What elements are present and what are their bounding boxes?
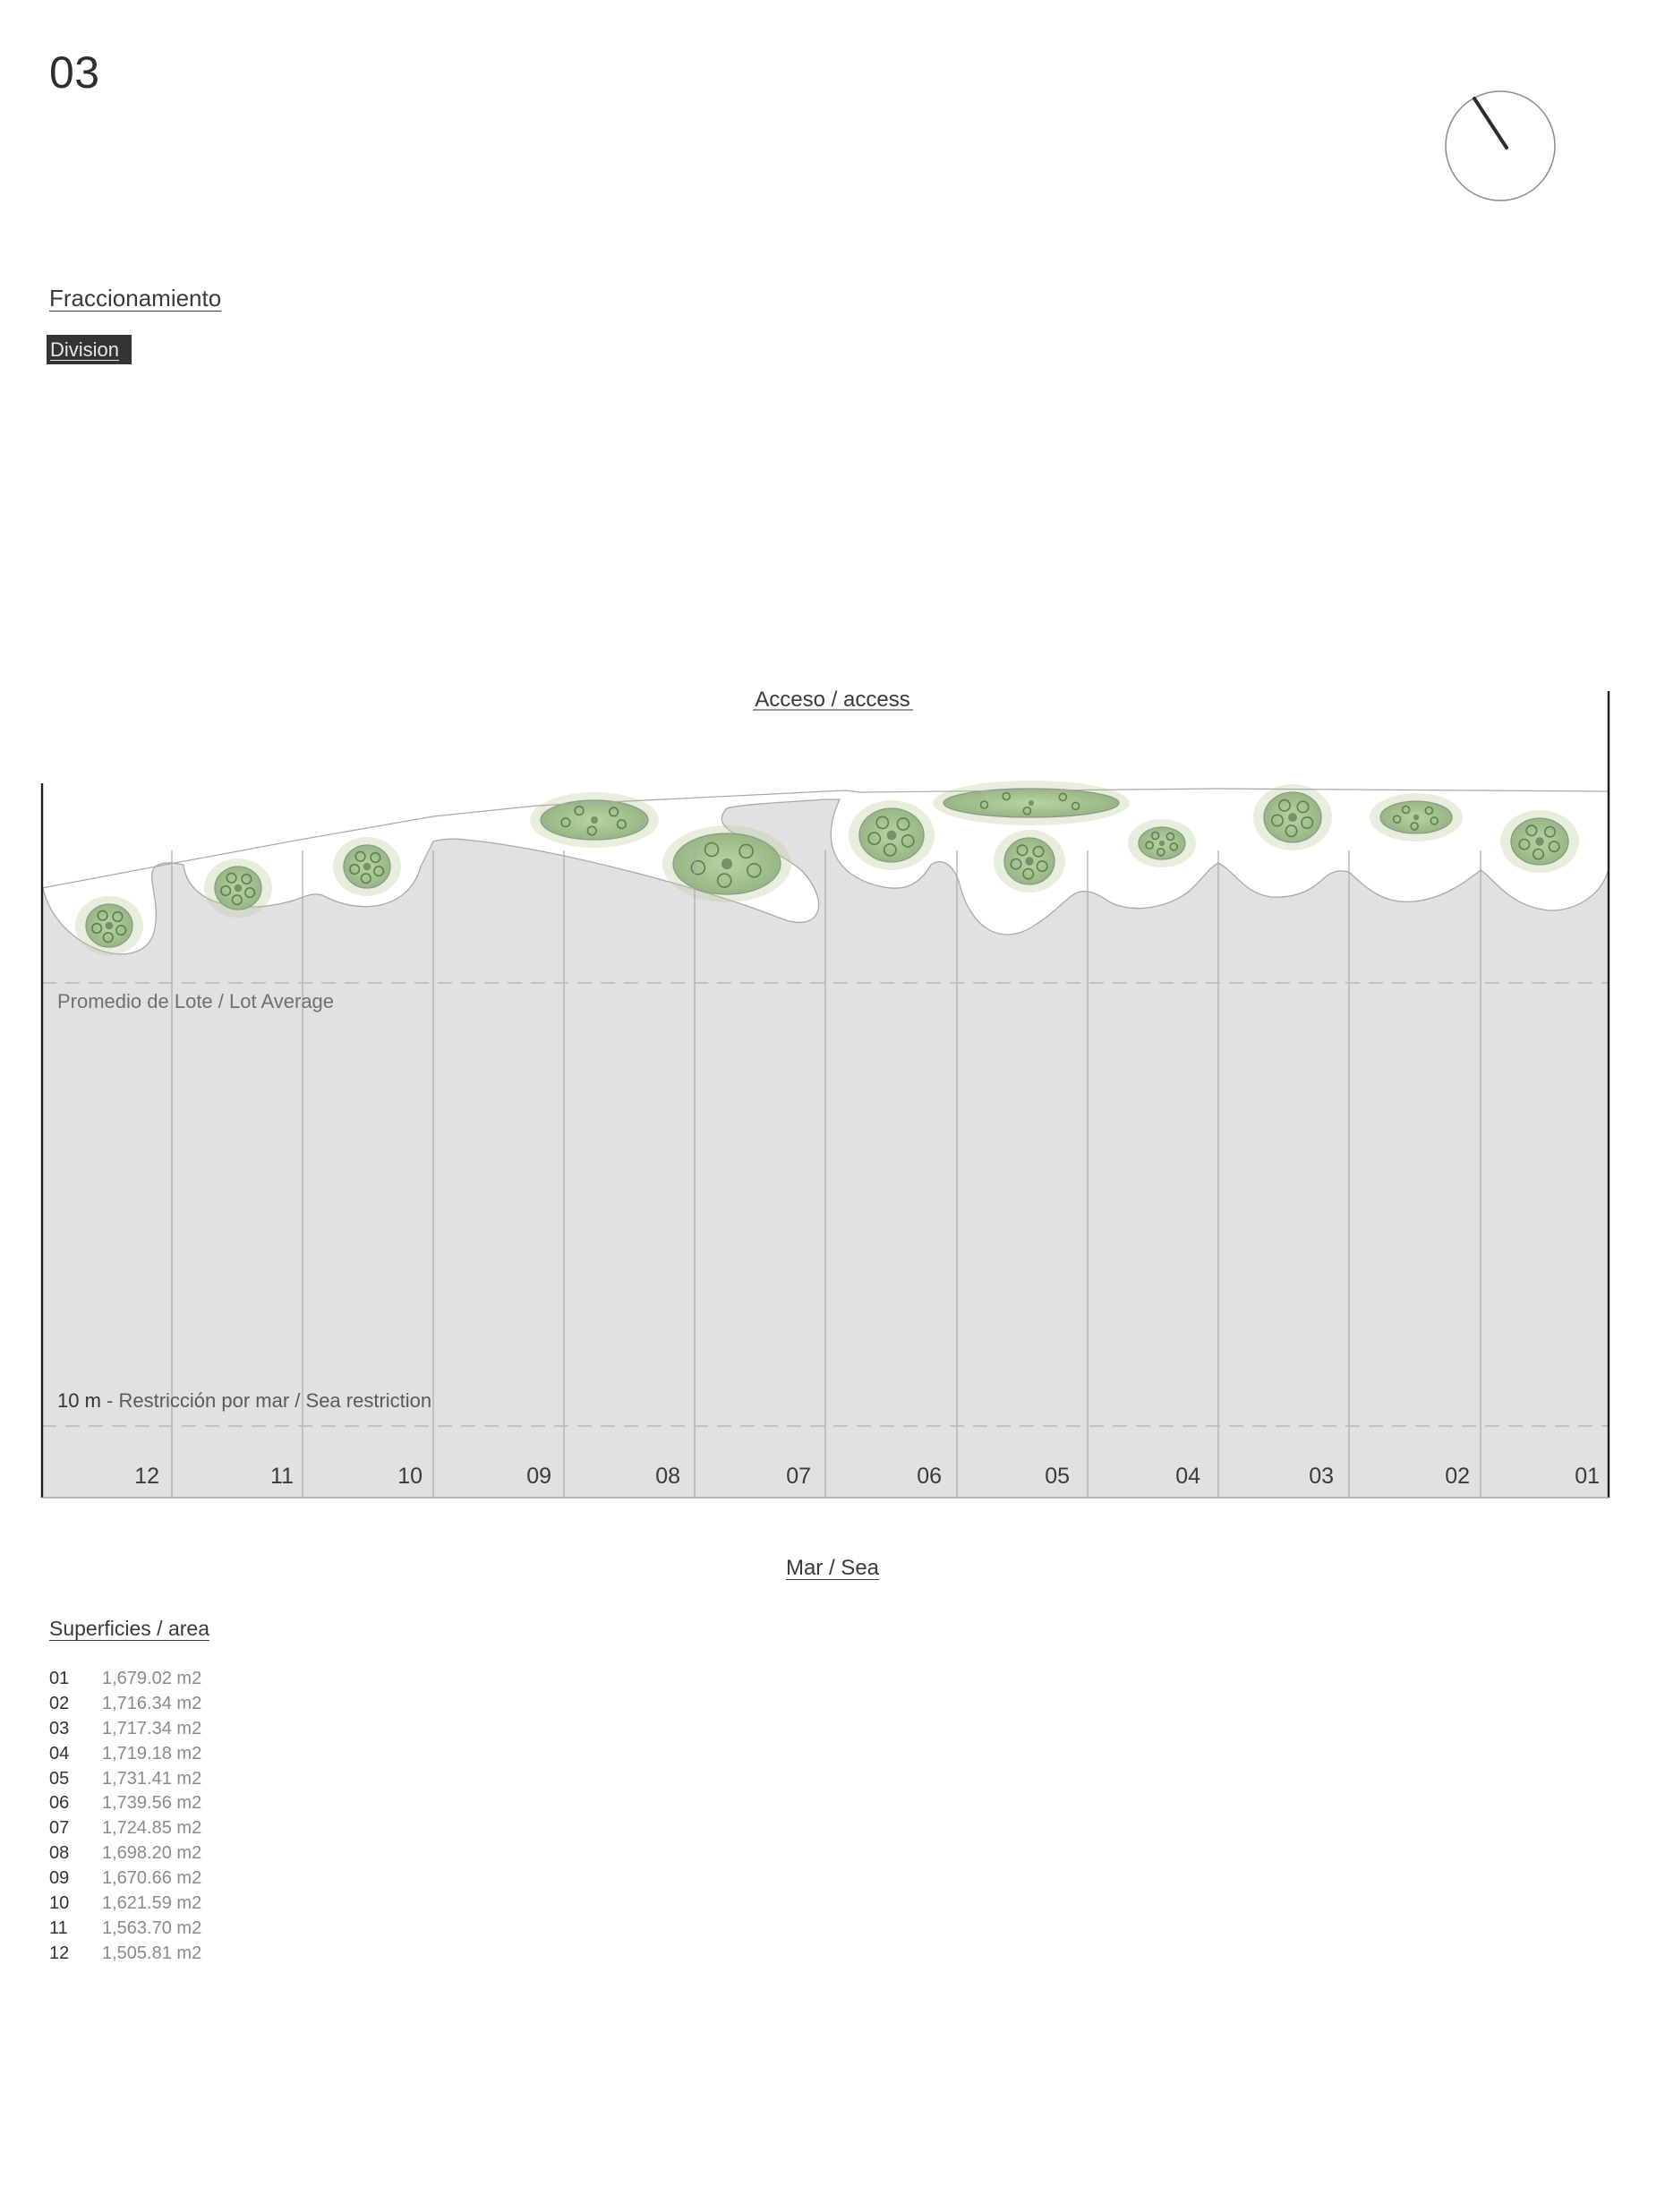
- area-row: [49, 1742, 201, 1767]
- lot-number-label: 08: [655, 1464, 680, 1489]
- lot-average-label: Promedio de Lote / Lot Average: [57, 990, 335, 1012]
- sea-restriction-distance: 10 m: [57, 1389, 101, 1412]
- lot-number-label: 03: [1309, 1464, 1334, 1489]
- tree-core: [722, 858, 732, 869]
- vegetation-patch: [75, 896, 143, 955]
- vegetation-patch: [204, 858, 272, 918]
- area-lot-id: 08: [49, 1843, 70, 1864]
- lot-number-label: 10: [397, 1464, 423, 1489]
- access-label: Acceso / access: [755, 688, 910, 712]
- vegetation-patch: [1128, 819, 1196, 867]
- area-row: [49, 1866, 201, 1892]
- north-arrow-icon: [1444, 90, 1557, 202]
- tree-core: [235, 884, 243, 892]
- area-value: 1,621.59 m2: [102, 1893, 202, 1914]
- lot-number-label: 09: [526, 1464, 551, 1489]
- tree-core: [1159, 841, 1165, 846]
- area-value: 1,731.41 m2: [102, 1768, 202, 1789]
- tree-core: [1413, 815, 1419, 820]
- vegetation-patch: [994, 830, 1065, 892]
- area-lot-id: 04: [49, 1743, 70, 1764]
- vegetation-patch: [1370, 793, 1463, 841]
- area-value: 1,505.81 m2: [102, 1943, 202, 1963]
- lot-number-label: 04: [1175, 1464, 1200, 1489]
- area-row: [49, 1767, 201, 1792]
- area-value: 1,563.70 m2: [102, 1917, 202, 1938]
- tree-core: [1029, 800, 1034, 806]
- sea-label-text: Mar / Sea: [785, 1556, 880, 1580]
- area-value: 1,739.56 m2: [102, 1793, 202, 1814]
- page-number: 03: [49, 47, 100, 98]
- tree-core: [106, 922, 114, 930]
- vegetation-patch: [662, 825, 791, 902]
- tree-core: [363, 863, 371, 871]
- area-lot-id: 03: [49, 1718, 70, 1738]
- area-row: [49, 1816, 201, 1841]
- area-row: [49, 1892, 201, 1917]
- area-value: 1,670.66 m2: [102, 1868, 202, 1889]
- area-row: [49, 1717, 201, 1742]
- tab-division[interactable]: Division: [47, 335, 132, 364]
- lot-number-label: 02: [1445, 1464, 1470, 1489]
- area-row: [49, 1692, 201, 1717]
- lot-number-label: 12: [134, 1464, 159, 1489]
- subdivision-plan: [0, 680, 1665, 1522]
- sea-restriction-label: [57, 1389, 431, 1412]
- lot-number-label: 07: [786, 1464, 811, 1489]
- area-value: 1,717.34 m2: [102, 1718, 202, 1738]
- tree-core: [887, 831, 897, 841]
- areas-list: [49, 1667, 201, 1967]
- area-row: [49, 1841, 201, 1866]
- area-lot-id: 01: [49, 1669, 70, 1688]
- areas-title: Superficies / area: [49, 1617, 209, 1640]
- vegetation-patch: [933, 781, 1130, 825]
- area-row: [49, 1942, 201, 1967]
- area-lot-id: 05: [49, 1768, 70, 1789]
- vegetation-patch: [333, 837, 401, 896]
- area-value: 1,724.85 m2: [102, 1818, 202, 1839]
- area-lot-id: 10: [49, 1893, 70, 1914]
- sea-label: [0, 1556, 1665, 1581]
- page-title-link[interactable]: Fraccionamiento: [49, 285, 222, 312]
- tree-core: [591, 816, 598, 824]
- tree-core: [1535, 837, 1543, 845]
- area-row: [49, 1667, 201, 1692]
- area-value: 1,719.18 m2: [102, 1743, 202, 1764]
- vegetation-patch: [1253, 784, 1332, 850]
- area-lot-id: 12: [49, 1943, 70, 1963]
- lot-number-label: 06: [917, 1464, 942, 1489]
- tree-core: [1025, 857, 1033, 865]
- lot-number-label: 01: [1575, 1464, 1600, 1489]
- lot-number-label: 11: [270, 1464, 294, 1489]
- area-value: 1,679.02 m2: [102, 1669, 202, 1688]
- area-value: 1,698.20 m2: [102, 1843, 202, 1864]
- vegetation-patch: [1500, 810, 1579, 873]
- area-lot-id: 06: [49, 1793, 70, 1814]
- area-lot-id: 07: [49, 1818, 70, 1839]
- area-lot-id: 11: [49, 1917, 68, 1938]
- area-value: 1,716.34 m2: [102, 1693, 202, 1713]
- area-row: [49, 1917, 201, 1942]
- sea-restriction-text: - Restricción por mar / Sea restriction: [100, 1389, 432, 1412]
- tree-core: [1288, 813, 1297, 822]
- area-lot-id: 09: [49, 1868, 70, 1889]
- lot-number-label: 05: [1045, 1464, 1070, 1489]
- area-row: [49, 1791, 201, 1816]
- area-lot-id: 02: [49, 1693, 70, 1713]
- vegetation-patch: [849, 800, 935, 870]
